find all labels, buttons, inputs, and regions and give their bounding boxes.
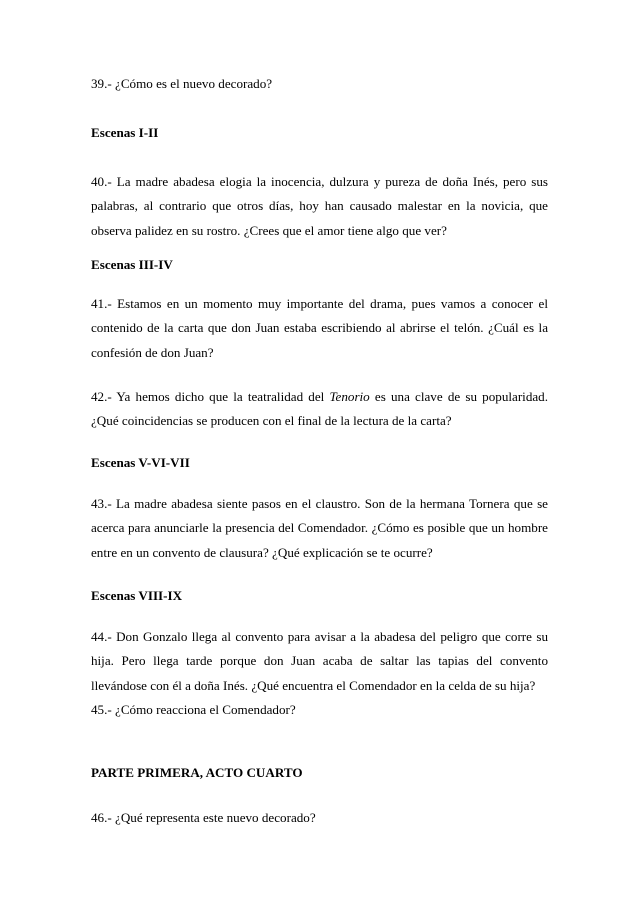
part-heading: PARTE PRIMERA, ACTO CUARTO: [91, 765, 303, 780]
section-heading-escenas-i-ii: Escenas I-II: [91, 125, 159, 140]
question-44: 44.- Don Gonzalo llega al convento para avisar a la abadesa del peligro que corre su hija. Pero llega tarde porque don Juan acaba de saltar las tapias del convento llevándose con él a doña Inés. ¿Qué encuentra el Comendador en la celda de su hija?: [91, 629, 548, 693]
question-42: [91, 385, 548, 434]
question-42-text-before: 42.- Ya hemos dicho que la teatralidad del: [91, 389, 330, 404]
question-43: 43.- La madre abadesa siente pasos en el claustro. Son de la hermana Tornera que se acerca para anunciarle la presencia del Comendador. ¿Cómo es posible que un hombre entre en un convento de clausura? ¿Qué explicación se te ocurre?: [91, 496, 548, 560]
question-42-emphasis: Tenorio: [329, 389, 370, 404]
question-39: 39.- ¿Cómo es el nuevo decorado?: [91, 76, 273, 91]
question-42-text-after: es una clave de su popularidad. ¿Qué coincidencias se producen con el final de la lectura de la carta?: [91, 389, 548, 429]
question-40: 40.- La madre abadesa elogia la inocencia, dulzura y pureza de doña Inés, pero sus palabras, al contrario que otros días, hoy han causado malestar en la novicia, que observa palidez en su rostro. ¿Crees que el amor tiene algo que ver?: [91, 174, 548, 238]
question-45: 45.- ¿Cómo reacciona el Comendador?: [91, 702, 296, 717]
section-heading-escenas-iii-iv: Escenas III-IV: [91, 257, 173, 272]
section-heading-escenas-viii-ix: Escenas VIII-IX: [91, 588, 183, 603]
question-41: 41.- Estamos en un momento muy importante del drama, pues vamos a conocer el contenido de la carta que don Juan estaba escribiendo al abrirse el telón. ¿Cuál es la confesión de don Juan?: [91, 296, 548, 360]
section-heading-escenas-v-vi-vii: Escenas V-VI-VII: [91, 455, 190, 470]
question-46: 46.- ¿Qué representa este nuevo decorado?: [91, 810, 316, 825]
